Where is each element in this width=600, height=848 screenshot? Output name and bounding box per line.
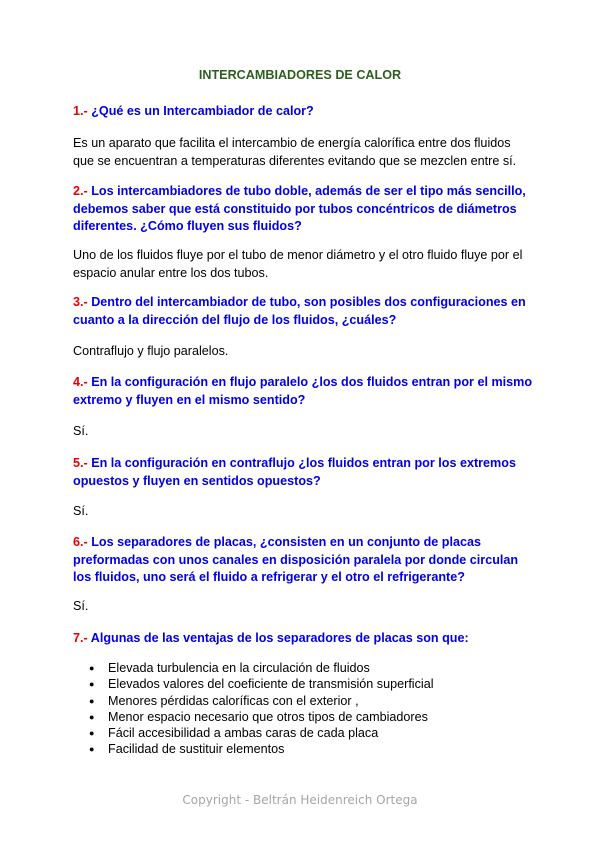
question-text: Los intercambiadores de tubo doble, además de ser el tipo más sencillo, debemos saber que está constituido por tubos concéntricos de diámetros diferentes. ¿Cómo fluyen sus fluidos? — [73, 184, 526, 233]
answer-5: Sí. — [73, 504, 89, 518]
list-item — [73, 660, 533, 676]
list-item — [73, 741, 533, 757]
question-6 — [73, 534, 533, 587]
bullet-icon: ● — [89, 711, 95, 722]
advantages-list — [73, 660, 533, 758]
question-number: 1.- — [73, 104, 88, 118]
question-1 — [73, 103, 533, 121]
list-item-text: Facilidad de sustituir elementos — [108, 742, 285, 757]
question-2 — [73, 183, 533, 236]
list-item — [73, 725, 533, 741]
question-text: Dentro del intercambiador de tubo, son posibles dos configuraciones en cuanto a la dirección del flujo de los fluidos, ¿cuáles? — [73, 295, 526, 327]
question-text: En la configuración en contraflujo ¿los fluidos entran por los extremos opuestos y fluyen en sentidos opuestos? — [73, 456, 516, 488]
question-number: 7.- — [73, 631, 88, 645]
answer-3: Contraflujo y flujo paralelos. — [73, 344, 229, 358]
question-4 — [73, 374, 533, 409]
list-item — [73, 676, 533, 692]
bullet-icon: ● — [89, 695, 95, 706]
question-text: Los separadores de placas, ¿consisten en un conjunto de placas preformadas con unos canales en disposición paralela por donde circulan los fluidos, uno será el fluido a refrigerar y el otro el refrigerante? — [73, 535, 519, 584]
answer-6: Sí. — [73, 599, 89, 613]
bullet-icon: ● — [89, 744, 95, 755]
bullet-icon: ● — [89, 728, 95, 739]
list-item — [73, 709, 533, 725]
list-item-text: Fácil accesibilidad a ambas caras de cada placa — [108, 726, 379, 741]
list-item-text: Menores pérdidas caloríficas con el exterior , — [108, 693, 359, 708]
list-item — [73, 693, 533, 709]
answer-4: Sí. — [73, 424, 89, 438]
question-7 — [73, 630, 533, 648]
copyright-footer: Copyright - Beltrán Heidenreich Ortega — [182, 793, 418, 807]
list-item-text: Menor espacio necesario que otros tipos de cambiadores — [108, 709, 428, 724]
question-3 — [73, 294, 533, 329]
question-text: ¿Qué es un Intercambiador de calor? — [87, 104, 314, 118]
question-number: 2.- — [73, 184, 88, 198]
question-number: 3.- — [73, 295, 88, 309]
question-number: 4.- — [73, 375, 88, 389]
question-5 — [73, 455, 533, 490]
question-number: 5.- — [73, 456, 88, 470]
question-number: 6.- — [73, 535, 88, 549]
question-text: Algunas de las ventajas de los separadores de placas son que: — [87, 631, 469, 645]
answer-1: Es un aparato que facilita el intercambio de energía calorífica entre dos fluidos que se encuentran a temperaturas diferentes evitando que se mezclen entre sí. — [73, 136, 517, 168]
bullet-icon: ● — [89, 663, 95, 673]
answer-2: Uno de los fluidos fluye por el tubo de menor diámetro y el otro fluido fluye por el espacio anular entre los dos tubos. — [73, 248, 523, 280]
bullet-icon: ● — [89, 679, 95, 690]
list-item-text: Elevada turbulencia en la circulación de fluidos — [108, 661, 370, 675]
list-item-text: Elevados valores del coeficiente de transmisión superficial — [108, 677, 434, 692]
document-title: INTERCAMBIADORES DE CALOR — [198, 68, 402, 82]
question-text: En la configuración en flujo paralelo ¿los dos fluidos entran por el mismo extremo y fluyen en el mismo sentido? — [73, 375, 533, 407]
